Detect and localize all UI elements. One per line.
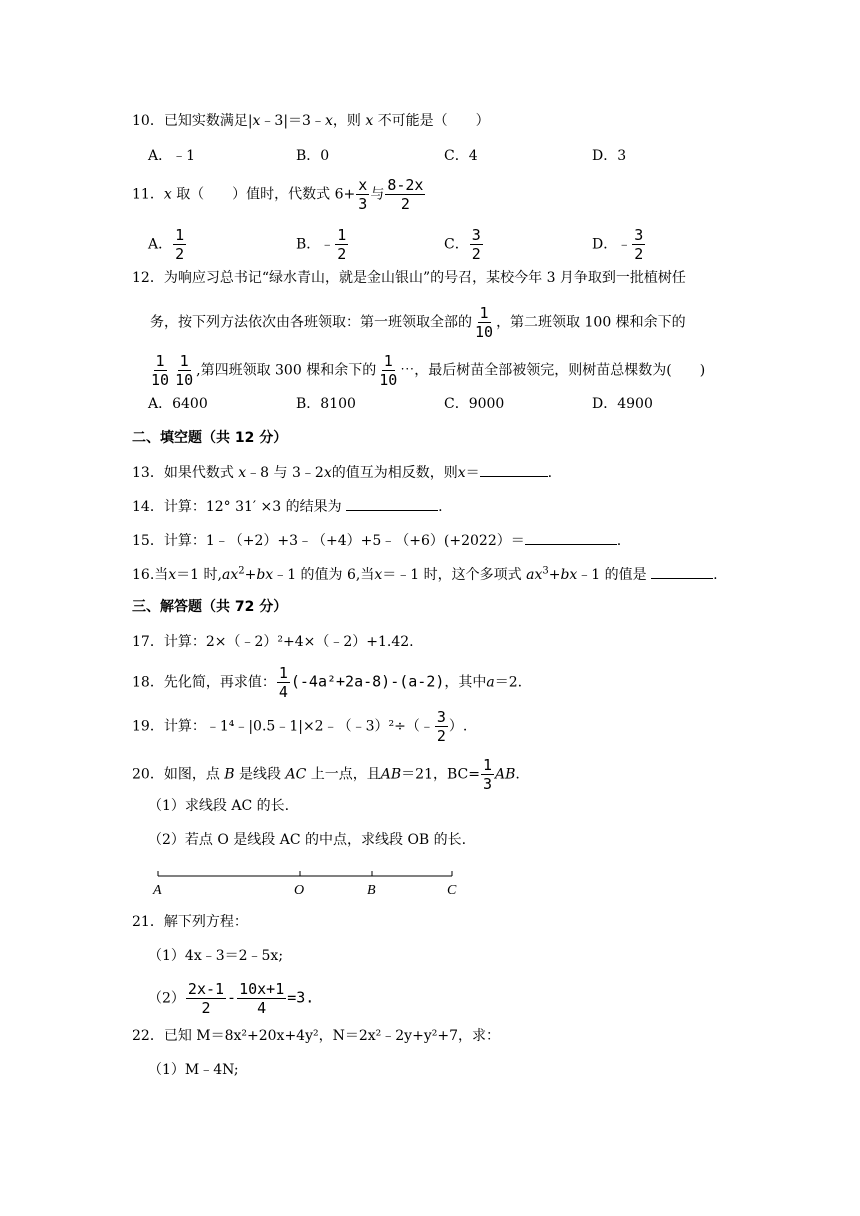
q11-fraction-1: $\frac{x}{3}$ xyxy=(358,176,368,213)
q15: 15．计算：1﹣（+2）+3﹣（+4）+5﹣（+6）(+2022）＝ . xyxy=(132,530,621,551)
q12-option-c: C．9000 xyxy=(444,396,505,412)
q12-option-b: B．8100 xyxy=(296,396,356,412)
q11-fraction-2: $\frac{8-2x}{2}$ xyxy=(387,176,424,213)
q12-line-2: 务，按下列方法依次由各班领取：第一班领取全部的 $\frac{1}{10}$ ，第二班领取 100 棵和余下的 xyxy=(150,304,686,341)
q22-sub-1: （1）M﹣4N; xyxy=(148,1062,239,1078)
q19: 19．计算：﹣1⁴﹣|0.5﹣1|×2﹣（﹣3）²÷（﹣ $\frac{3}{2}$ ）. xyxy=(132,708,468,745)
q20-stem: 20．如图，点 B 是线段 AC 上一点，且AB＝21，BC= $\frac{1}{3}$ AB. xyxy=(132,756,520,793)
q11-stem: 11．x 取（ ）值时，代数式 6+ $\frac{x}{3}$ 与 $\frac{8-2x}{2}$ xyxy=(132,176,424,213)
q15-blank[interactable] xyxy=(525,530,617,545)
q22-title: 22．已知 M＝8x²+20x+4y²，N＝2x²﹣2y+y²+7，求： xyxy=(132,1028,500,1044)
q12-option-a: A．6400 xyxy=(148,396,208,412)
q16-blank[interactable] xyxy=(651,564,713,579)
q11-option-d: D．﹣ $\frac{3}{2}$ xyxy=(592,226,644,263)
q12-option-d: D．4900 xyxy=(592,396,653,412)
q10-option-b: B．0 xyxy=(296,148,330,164)
q16: 16.当x＝1 时$,ax^2+bx﹣1$ 的值为 6,当x＝﹣1 时，这个多项式 $ax^3+bx﹣1$ 的值是 . xyxy=(132,565,718,583)
label-o: O xyxy=(294,883,305,898)
q13: 13．如果代数式 x﹣8 与 3﹣2x的值互为相反数，则x＝ . xyxy=(132,462,552,483)
label-b: B xyxy=(367,883,376,898)
q10-option-a: A．﹣1 xyxy=(148,148,196,164)
q11-option-b: B．﹣ $\frac{1}{2}$ xyxy=(296,226,347,263)
label-a: A xyxy=(153,883,162,898)
q20-sub-1: （1）求线段 AC 的长. xyxy=(148,798,290,814)
section-2-heading: 二、填空题（共 12 分） xyxy=(132,430,288,446)
q21-sub-1: （1）4x﹣3＝2﹣5x; xyxy=(148,948,284,964)
q11-option-a: A． $\frac{1}{2}$ xyxy=(148,226,185,263)
label-c: C xyxy=(447,883,457,898)
q14-blank[interactable] xyxy=(346,496,438,511)
q18: 18．先化简，再求值： $\frac{1}{4}$ (-4a²+2a-8)-(a-2)，其中a＝2. xyxy=(132,664,523,701)
segment-figure xyxy=(150,864,460,898)
section-3-heading: 三、解答题（共 72 分） xyxy=(132,599,288,615)
q17: 17．计算：2×（﹣2）²+4×（﹣2）+1.42. xyxy=(132,634,414,650)
q21-sub-2: （2） $\frac{2x-1}{2}$ - $\frac{10x+1}{4}$ =3. xyxy=(148,980,315,1017)
q14: 14．计算：12° 31′ ×3 的结果为 . xyxy=(132,496,443,517)
q21-title: 21．解下列方程： xyxy=(132,914,248,930)
q11-option-c: C． $\frac{3}{2}$ xyxy=(444,226,481,263)
q10-option-d: D．3 xyxy=(592,148,627,164)
q10-option-c: C．4 xyxy=(444,148,478,164)
q12-line-3: $\frac{1}{10}$ $\frac{1}{10}$ ,第四班领取 300 棵和余下的 $\frac{1}{10}$ ⋯，最后树苗全部被领完，则树苗总棵数为( ) xyxy=(151,352,706,389)
q10-stem: 10．已知实数满足|x﹣3|＝3﹣x，则 x 不可能是（ ） xyxy=(132,113,490,129)
q12-line-1: 12．为响应习总书记“绿水青山，就是金山银山”的号召，某校今年 3 月争取到一批植树任 xyxy=(132,270,686,286)
q20-sub-2: （2）若点 O 是线段 AC 的中点，求线段 OB 的长. xyxy=(148,832,467,848)
q13-blank[interactable] xyxy=(480,462,548,477)
